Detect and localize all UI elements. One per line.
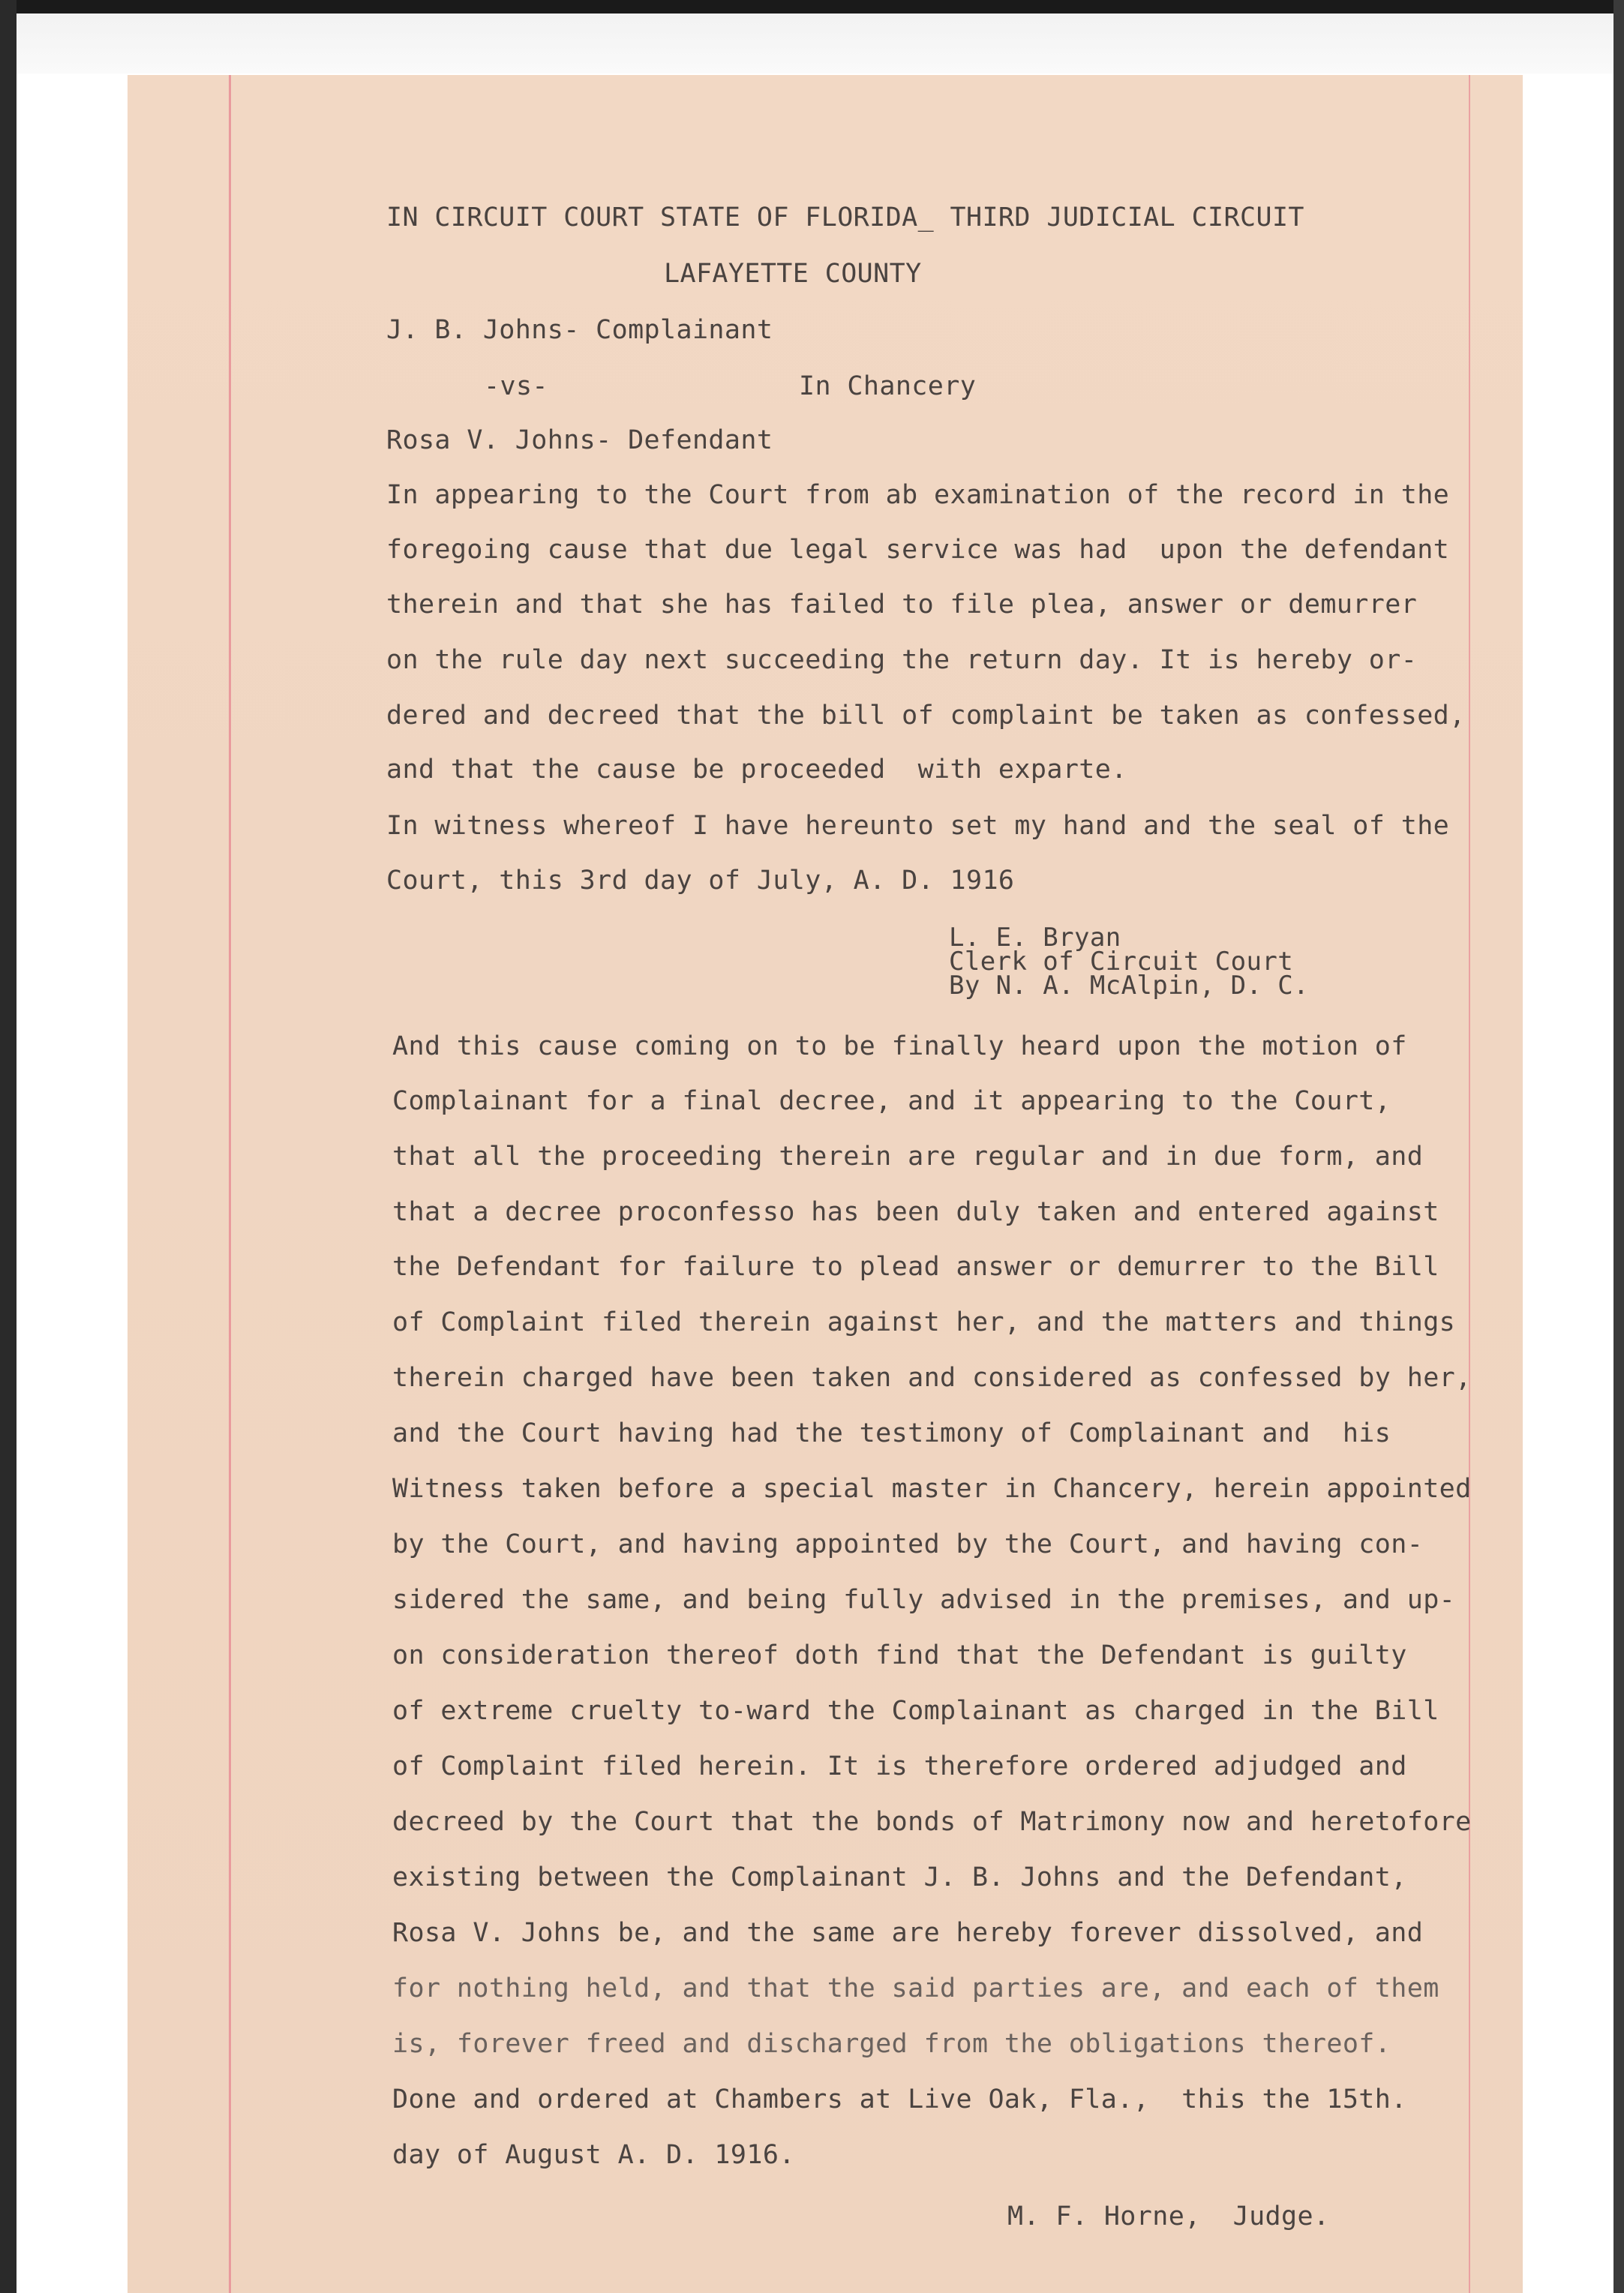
decree-line: Court, this 3rd day of July, A. D. 1916 [386,866,1015,896]
final-decree-line: Rosa V. Johns be, and the same are hereby forever dissolved, and [392,1918,1424,1948]
clerk-title: Clerk of Circuit Court [949,947,1294,977]
right-margin-rule [1469,75,1470,2293]
defendant-line: Rosa V. Johns- Defendant [386,425,773,455]
judge-signature: M. F. Horne, Judge. [1007,2201,1330,2231]
final-decree-line: existing between the Complainant J. B. Johns and the Defendant, [392,1862,1407,1892]
decree-line: and that the cause be proceeded with exparte. [386,755,1127,785]
final-decree-line: that a decree proconfesso has been duly taken and entered against [392,1197,1439,1227]
versus-line: -vs- [484,371,548,401]
decree-line: dered and decreed that the bill of complaint be taken as confessed, [386,701,1466,731]
final-decree-line: the Defendant for failure to plead answer or demurrer to the Bill [392,1252,1439,1282]
final-decree-line: decreed by the Court that the bonds of Matrimony now and heretofore [392,1807,1472,1837]
decree-line: foregoing cause that due legal service was had upon the defendant [386,535,1450,565]
final-decree-line: by the Court, and having appointed by the Court, and having con- [392,1529,1424,1559]
final-decree-line: Witness taken before a special master in Chancery, herein appointed [392,1474,1472,1504]
scan-border-left [0,0,17,2293]
court-heading: IN CIRCUIT COURT STATE OF FLORIDA_ THIRD JUDICIAL CIRCUIT [386,203,1304,233]
decree-line: In appearing to the Court from ab examination of the record in the [386,480,1450,510]
final-decree-line: day of August A. D. 1916. [392,2140,795,2170]
final-decree-line: of Complaint filed therein against her, and the matters and things [392,1307,1456,1337]
final-decree-line: is, forever freed and discharged from the obligations thereof. [392,2029,1391,2059]
complainant-line: J. B. Johns- Complainant [386,315,773,345]
deputy-clerk: By N. A. McAlpin, D. C. [949,971,1310,1001]
legal-paper-sheet [128,75,1523,2293]
decree-line: therein and that she has failed to file plea, answer or demurrer [386,590,1418,620]
final-decree-line: and the Court having had the testimony of Complainant and his [392,1418,1391,1448]
final-decree-line: sidered the same, and being fully advised in the premises, and up- [392,1585,1456,1615]
county-heading: LAFAYETTE COUNTY [664,259,922,289]
scan-border-top [0,0,1624,14]
scan-border-right [1613,0,1624,2293]
final-decree-line: of extreme cruelty to-ward the Complainant as charged in the Bill [392,1696,1439,1726]
final-decree-line: Done and ordered at Chambers at Live Oak, Fla., this the 15th. [392,2084,1407,2114]
final-decree-line: And this cause coming on to be finally heard upon the motion of [392,1031,1407,1061]
left-margin-rule [229,75,231,2293]
final-decree-line: of Complaint filed herein. It is therefore ordered adjudged and [392,1751,1407,1781]
scanner-bed [17,14,1613,74]
final-decree-line: that all the proceeding therein are regular and in due form, and [392,1142,1424,1172]
final-decree-line: for nothing held, and that the said parties are, and each of them [392,1973,1439,2003]
final-decree-line: therein charged have been taken and considered as confessed by her, [392,1363,1472,1393]
decree-line: In witness whereof I have hereunto set my hand and the seal of the [386,811,1450,841]
clerk-name: L. E. Bryan [949,923,1121,953]
chancery-label: In Chancery [799,371,977,401]
final-decree-line: Complainant for a final decree, and it appearing to the Court, [392,1086,1391,1116]
final-decree-line: on consideration thereof doth find that the Defendant is guilty [392,1640,1407,1670]
decree-line: on the rule day next succeeding the return day. It is hereby or- [386,645,1418,675]
